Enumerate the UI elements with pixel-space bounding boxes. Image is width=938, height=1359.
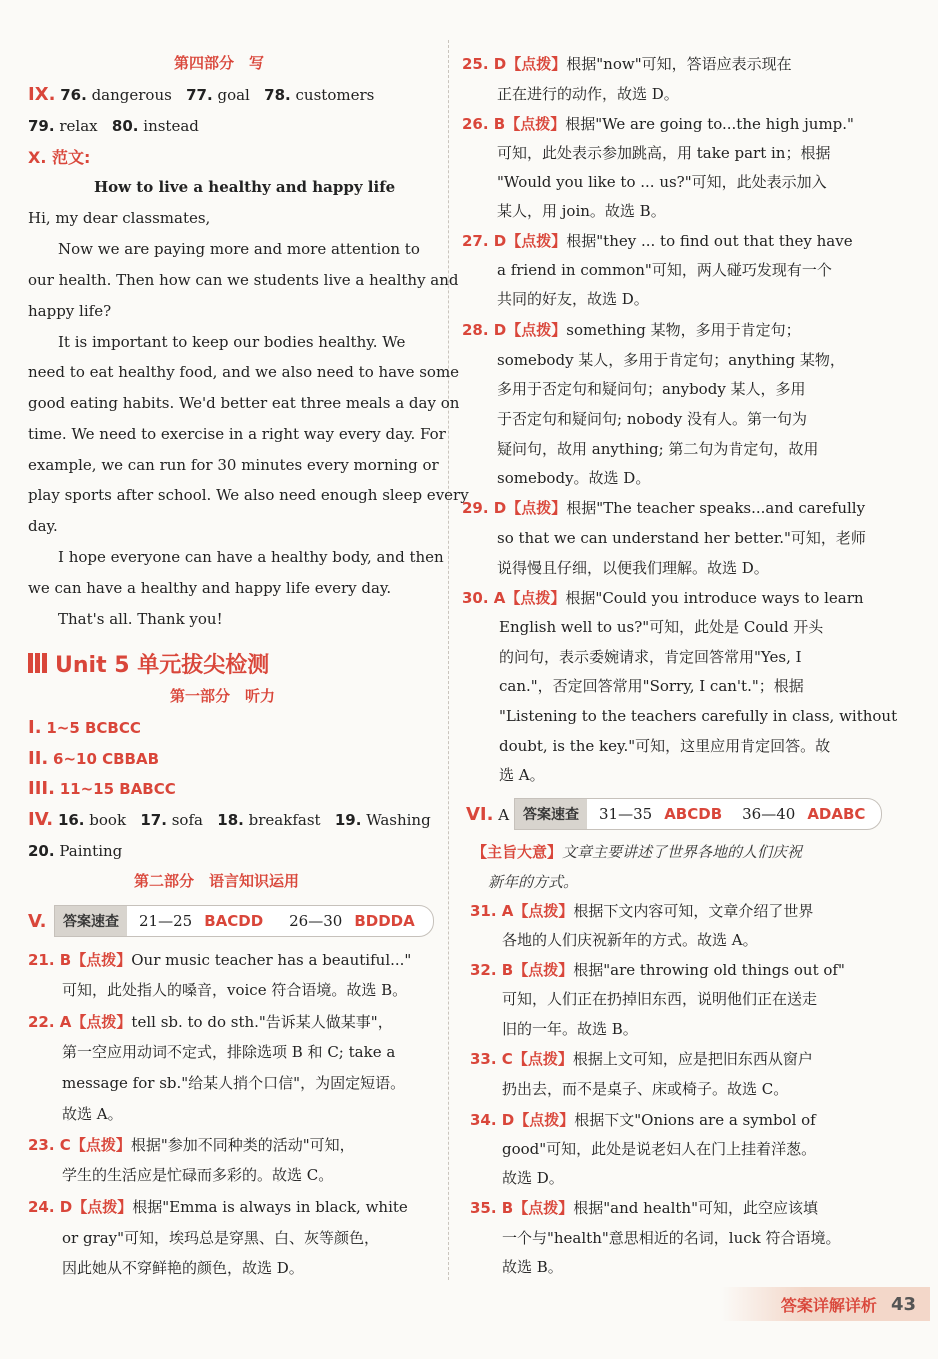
- item-text: Painting: [59, 842, 123, 860]
- item-number: 19.: [334, 811, 362, 829]
- essay-line: play sports after school. We also need enough sleep every: [28, 486, 469, 504]
- essay-line: need to eat healthy food, and we also need to have some: [28, 363, 460, 381]
- explain-text: 根据"and health"可知，此空应该填: [573, 1199, 818, 1217]
- answer-number: 21. B: [28, 951, 72, 969]
- q33-line: [470, 1048, 813, 1070]
- explain-text: 可知，此处表示参加跳高，用 take part in；根据: [497, 144, 831, 162]
- q23-line: [28, 1134, 355, 1156]
- listen-row: [28, 717, 141, 739]
- item-number: 16.: [57, 811, 85, 829]
- range-answers: ABCDB: [664, 805, 723, 823]
- item-text: customers: [295, 86, 375, 104]
- essay-title: How to live a healthy and happy life: [94, 178, 396, 196]
- main-idea-tag: 【主旨大意】: [472, 843, 563, 861]
- answer-number: 25. D: [462, 55, 507, 73]
- q34-line: [470, 1109, 816, 1131]
- roman-label: IV.: [28, 809, 54, 830]
- explain-text: tell sb. to do sth."告诉某人做某事"，: [131, 1013, 393, 1031]
- essay-line: good eating habits. We'd better eat three meals a day on: [28, 394, 460, 412]
- hint-tag: 【点拨】: [70, 1136, 131, 1154]
- hint-tag: 【点拨】: [72, 1198, 133, 1216]
- answer-number: 27. D: [462, 232, 507, 250]
- answer-number: 32. B: [470, 961, 514, 979]
- ix-line2: [28, 115, 199, 137]
- explain-text: 故选 D。: [502, 1169, 564, 1187]
- listen-row: [28, 748, 159, 770]
- ix-line1: [28, 84, 374, 106]
- q21-line: [28, 949, 411, 971]
- item-text: book: [89, 811, 127, 829]
- essay-line: It is important to keep our bodies healthy. We: [28, 333, 406, 351]
- hint-tag: 【点拨】: [505, 115, 566, 133]
- range-answers: BDDDA: [354, 912, 415, 930]
- explain-text: 根据"We are going to...the high jump.": [565, 115, 854, 133]
- main-idea-line: [472, 841, 802, 863]
- explain-text: "Would you like to ... us?"可知，此处表示加入: [497, 173, 827, 191]
- explain-text: 共同的好友，故选 D。: [497, 290, 649, 308]
- footer-tag: [721, 1287, 930, 1321]
- unit-title-row: [28, 648, 269, 679]
- item-text: breakfast: [248, 811, 321, 829]
- item-text: relax: [59, 117, 98, 135]
- hint-tag: 【点拨】: [512, 1050, 573, 1068]
- item-number: 18.: [217, 811, 244, 829]
- roman-label: I.: [28, 717, 42, 738]
- explain-text: 正在进行的动作，故选 D。: [497, 85, 679, 103]
- footer-label: 答案详解详析: [780, 1295, 877, 1315]
- essay-line: time. We need to exercise in a right way every day. For: [28, 425, 446, 443]
- quick-label: 答案速查: [515, 799, 587, 829]
- explain-text: good"可知，此处是说老妇人在门上挂着洋葱。: [502, 1140, 817, 1158]
- hint-tag: 【点拨】: [506, 321, 567, 339]
- hint-tag: 【点拨】: [71, 951, 132, 969]
- hint-tag: 【点拨】: [505, 589, 566, 607]
- quick-answer-box-v: [54, 905, 434, 937]
- item-number: 79.: [28, 117, 55, 135]
- explain-text: something 某物，多用于肯定句；: [566, 321, 801, 339]
- listen-answer: 11~15 BABCC: [59, 780, 176, 798]
- title-bars-icon: [28, 653, 49, 679]
- explain-text: somebody。故选 D。: [497, 469, 651, 487]
- x-label: X. 范文:: [28, 148, 91, 167]
- hint-tag: 【点拨】: [513, 961, 574, 979]
- essay-line: happy life?: [28, 302, 112, 320]
- item-text: sofa: [171, 811, 203, 829]
- item-text: goal: [217, 86, 250, 104]
- essay-line: I hope everyone can have a healthy body, and then: [28, 548, 444, 566]
- range: 36—40: [742, 805, 796, 823]
- main-idea-text: 文章主要讲述了世界各地的人们庆祝: [562, 843, 803, 861]
- explain-text: 故选 B。: [502, 1258, 563, 1276]
- part1-title: 第一部分 听力: [170, 687, 276, 705]
- range-answers: ADABC: [807, 805, 866, 823]
- essay-line: Now we are paying more and more attention to: [28, 240, 420, 258]
- column-divider: [448, 40, 449, 1280]
- item-number: 20.: [28, 842, 55, 860]
- explain-text: 学生的生活应是忙碌而多彩的。故选 C。: [62, 1166, 334, 1184]
- q22-line: [28, 1011, 393, 1033]
- item-text: dangerous: [91, 86, 172, 104]
- listen-answer: 6~10 CBBAB: [53, 750, 160, 768]
- roman-label: II.: [28, 748, 49, 769]
- answer-number: 29. D: [462, 499, 507, 517]
- vi-label-row: [466, 804, 509, 826]
- explain-text: 于否定句和疑问句; nobody 没有人。第一句为: [497, 410, 807, 428]
- answer-number: 35. B: [470, 1199, 514, 1217]
- hint-tag: 【点拨】: [506, 499, 567, 517]
- explain-text: 第一空应用动词不定式，排除选项 B 和 C; take a: [62, 1043, 396, 1061]
- vi-first-answer: A: [498, 806, 510, 824]
- hint-tag: 【点拨】: [71, 1013, 132, 1031]
- explain-text: 一个与"health"意思相近的名词，luck 符合语境。: [502, 1229, 841, 1247]
- explain-text: 根据"The teacher speaks...and carefully: [566, 499, 866, 517]
- answer-number: 31. A: [470, 902, 514, 920]
- q24-line: [28, 1196, 408, 1218]
- explain-text: 根据"参加不同种类的活动"可知，: [130, 1136, 355, 1154]
- explain-text: somebody 某人，多用于肯定句；anything 某物，: [497, 351, 845, 369]
- hint-tag: 【点拨】: [513, 902, 574, 920]
- explain-text: English well to us?"可知，此处是 Could 开头: [499, 618, 824, 636]
- iv-row-2: [28, 840, 122, 862]
- main-idea-text: 新年的方式。: [488, 873, 579, 891]
- explain-text: 疑问句，故用 anything; 第二句为肯定句，故用: [497, 440, 819, 458]
- hint-tag: 【点拨】: [506, 55, 567, 73]
- range: 21—25: [139, 912, 193, 930]
- unit-title: Unit 5 单元拔尖检测: [55, 653, 270, 678]
- listen-answer: 1~5 BCBCC: [46, 719, 141, 737]
- explain-text: "Listening to the teachers carefully in class, without: [499, 707, 898, 725]
- ix-label: IX.: [28, 84, 56, 105]
- explain-text: 根据"now"可知，答语应表示现在: [566, 55, 792, 73]
- explain-text: a friend in common"可知，两人碰巧发现有一个: [497, 261, 832, 279]
- q29-line: [462, 497, 865, 519]
- explain-text: 选 A。: [499, 766, 545, 784]
- essay-line: example, we can run for 30 minutes every morning or: [28, 456, 439, 474]
- iv-row: [28, 809, 431, 831]
- explain-text: doubt, is the key."可知，这里应用肯定回答。故: [499, 737, 831, 755]
- answer-number: 34. D: [470, 1111, 515, 1129]
- q26-line: [462, 113, 854, 135]
- explain-text: 根据"Emma is always in black, white: [132, 1198, 408, 1216]
- explain-text: 旧的一年。故选 B。: [502, 1020, 638, 1038]
- item-number: 76.: [60, 86, 87, 104]
- page-number: 43: [890, 1293, 916, 1315]
- essay-line: That's all. Thank you!: [28, 610, 223, 628]
- explain-text: 说得慢且仔细，以便我们理解。故选 D。: [497, 559, 769, 577]
- essay-line: day.: [28, 517, 58, 535]
- item-number: 78.: [264, 86, 291, 104]
- part4-title: 第四部分 写: [174, 54, 265, 72]
- hint-tag: 【点拨】: [513, 1199, 574, 1217]
- q31-line: [470, 900, 813, 922]
- hint-tag: 【点拨】: [506, 232, 567, 250]
- item-number: 17.: [140, 811, 167, 829]
- explain-text: 故选 A。: [62, 1105, 123, 1123]
- explain-text: 根据"are throwing old things out of": [573, 961, 845, 979]
- part2-title: 第二部分 语言知识运用: [134, 872, 300, 890]
- range-answers: BACDD: [204, 912, 264, 930]
- v-label-wrap: [28, 911, 46, 933]
- vi-label: VI.: [466, 804, 494, 825]
- q28-line: [462, 319, 801, 341]
- explain-text: 根据上文可知，应是把旧东西从窗户: [572, 1050, 813, 1068]
- item-number: 77.: [186, 86, 213, 104]
- q27-line: [462, 230, 853, 252]
- explain-text: 扔出去，而不是桌子、床或椅子。故选 C。: [502, 1080, 789, 1098]
- explain-text: Our music teacher has a beautiful...": [131, 951, 412, 969]
- essay-line: we can have a healthy and happy life every day.: [28, 579, 392, 597]
- v-label: V.: [28, 911, 47, 932]
- explain-text: 的问句，表示委婉请求，肯定回答常用"Yes, I: [499, 648, 802, 666]
- explain-text: 根据下文"Onions are a symbol of: [574, 1111, 816, 1129]
- essay-line: Hi, my dear classmates,: [28, 209, 211, 227]
- answer-number: 26. B: [462, 115, 506, 133]
- roman-label: III.: [28, 778, 55, 799]
- explain-text: 可知，此处指人的嗓音，voice 符合语境。故选 B。: [62, 981, 408, 999]
- explain-text: or gray"可知，埃玛总是穿黑、白、灰等颜色，: [62, 1229, 380, 1247]
- item-text: Washing: [366, 811, 431, 829]
- explain-text: 可知，人们正在扔掉旧东西，说明他们正在送走: [502, 990, 818, 1008]
- explain-text: 某人，用 join。故选 B。: [497, 202, 666, 220]
- explain-text: 各地的人们庆祝新年的方式。故选 A。: [502, 931, 758, 949]
- explain-text: 根据"they ... to find out that they have: [566, 232, 853, 250]
- essay-line: our health. Then how can we students live a healthy and: [28, 271, 459, 289]
- range: 26—30: [289, 912, 343, 930]
- answer-number: 24. D: [28, 1198, 73, 1216]
- answer-number: 33. C: [470, 1050, 513, 1068]
- item-number: 80.: [111, 117, 139, 135]
- explain-text: so that we can understand her better."可知，老师: [497, 529, 866, 547]
- q35-line: [470, 1197, 818, 1219]
- range: 31—35: [599, 805, 653, 823]
- answer-number: 28. D: [462, 321, 507, 339]
- answer-number: 23. C: [28, 1136, 71, 1154]
- answer-number: 30. A: [462, 589, 506, 607]
- explain-text: 多用于否定句和疑问句；anybody 某人，多用: [497, 380, 806, 398]
- explain-text: 根据下文内容可知，文章介绍了世界: [573, 902, 814, 920]
- explain-text: 因此她从不穿鲜艳的颜色，故选 D。: [62, 1259, 304, 1277]
- quick-label: 答案速查: [55, 906, 127, 936]
- item-text: instead: [143, 117, 199, 135]
- hint-tag: 【点拨】: [514, 1111, 575, 1129]
- q30-line: [462, 587, 864, 609]
- explain-text: 根据"Could you introduce ways to learn: [565, 589, 864, 607]
- listen-row: [28, 778, 176, 800]
- quick-answer-box-vi: [514, 798, 882, 830]
- answer-number: 22. A: [28, 1013, 72, 1031]
- explain-text: message for sb."给某人捎个口信"，为固定短语。: [62, 1074, 406, 1092]
- q25-line: [462, 53, 792, 75]
- q32-line: [470, 959, 845, 981]
- explain-text: can."，否定回答常用"Sorry, I can't."；根据: [499, 677, 804, 695]
